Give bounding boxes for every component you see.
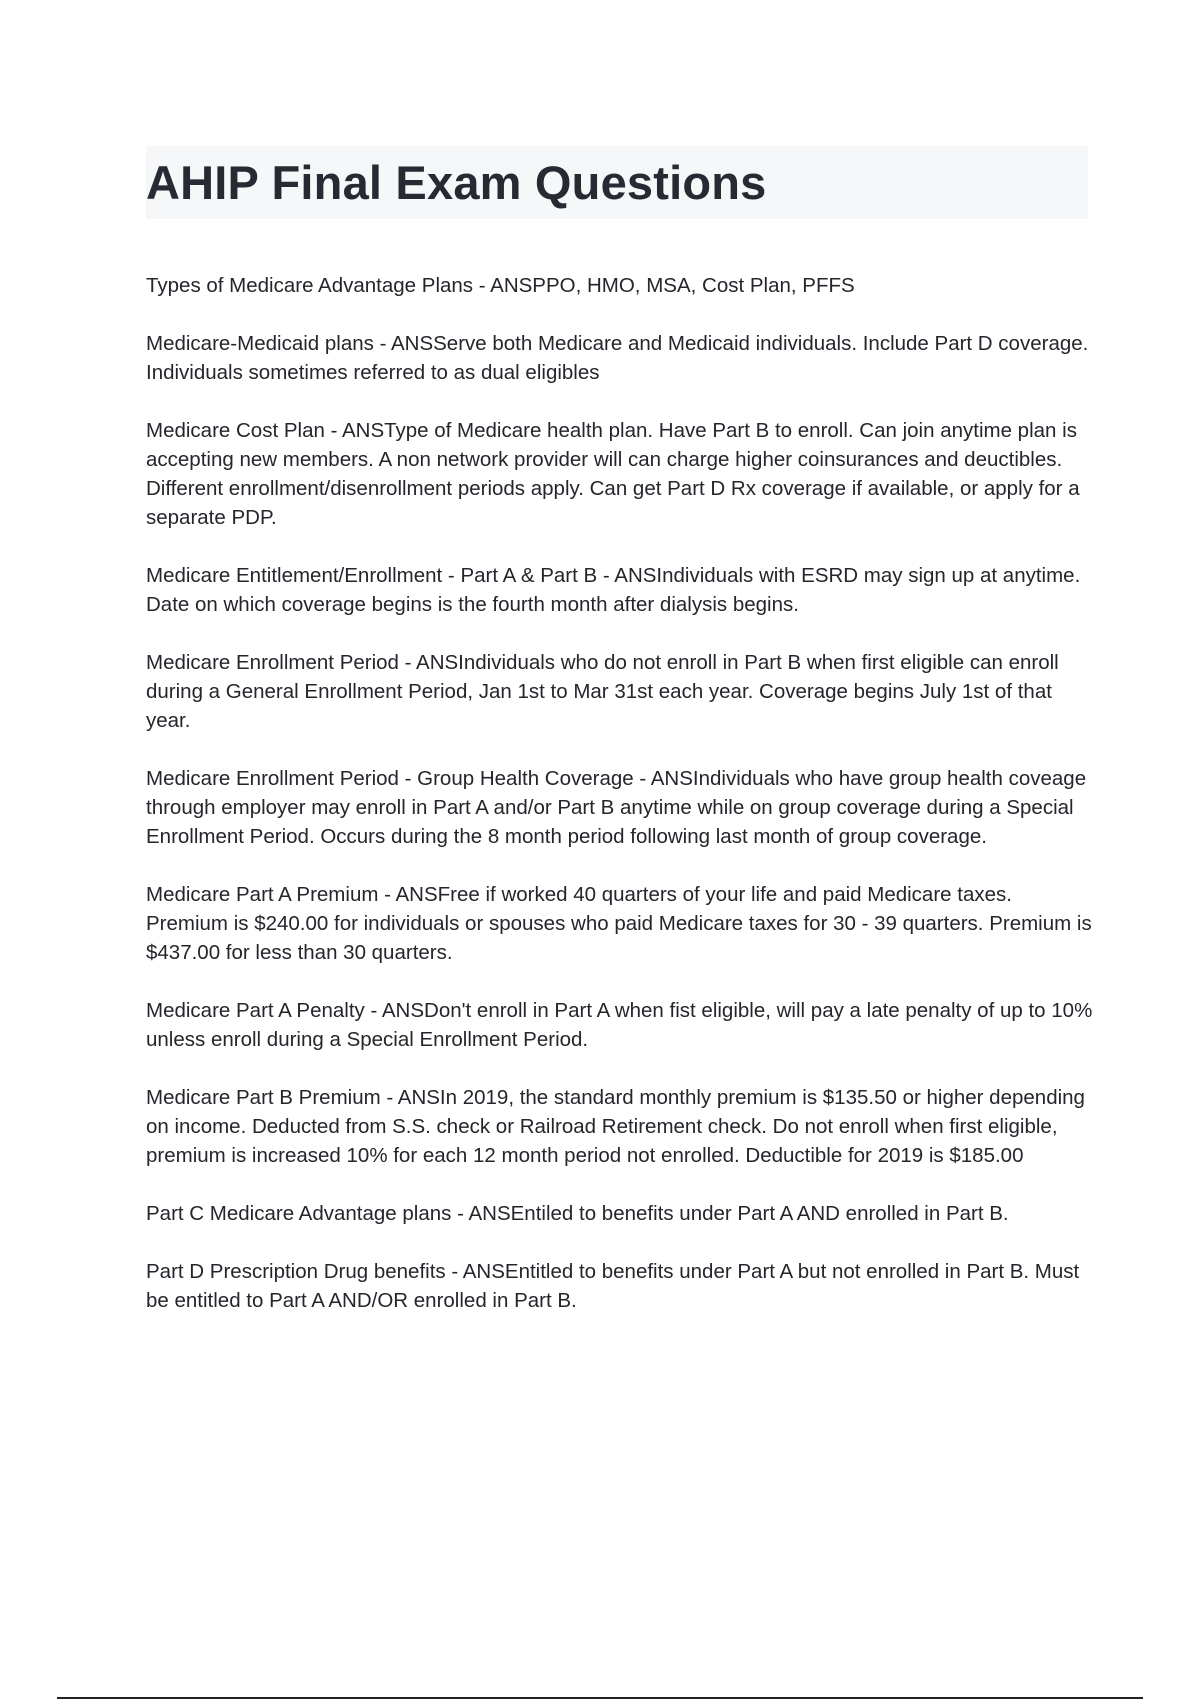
qa-item-entitlement-enrollment: Medicare Entitlement/Enrollment - Part A & Part B - ANSIndividuals with ESRD may sign up at anytime. Date on which coverage begins is the fourth month after dialysis begins. bbox=[146, 564, 1081, 616]
qa-item-part-b-premium: Medicare Part B Premium - ANSIn 2019, the standard monthly premium is $135.50 or higher depending on income. Deducted from S.S. check or Railroad Retirement check. Do not enroll when first eligible, premium is increased 10% for each 12 month period not enrolled. Deductible for 2019 is $185.00 bbox=[146, 1086, 1085, 1167]
title-banner bbox=[146, 146, 1088, 219]
qa-item-medicare-medicaid-plans: Medicare-Medicaid plans - ANSServe both Medicare and Medicaid individuals. Include Part D coverage. Individuals sometimes referred to as dual eligibles bbox=[146, 332, 1089, 384]
qa-item-group-health-coverage: Medicare Enrollment Period - Group Health Coverage - ANSIndividuals who have group health coveage through employer may enroll in Part A and/or Part B anytime while on group coverage during a Special Enrollment Period. Occurs during the 8 month period following last month of group coverage. bbox=[146, 767, 1087, 848]
page-bottom-rule bbox=[57, 1697, 1143, 1699]
qa-item-part-d: Part D Prescription Drug benefits - ANSEntitled to benefits under Part A but not enrolled in Part B. Must be entitled to Part A AND/OR enrolled in Part B. bbox=[146, 1260, 1080, 1312]
qa-item-cost-plan: Medicare Cost Plan - ANSType of Medicare health plan. Have Part B to enroll. Can join anytime plan is accepting new members. A non network provider will can charge higher coinsurances and deuctibles. Different enrollment/disenrollment periods apply. Can get Part D Rx coverage if available, or apply for a separate PDP. bbox=[146, 419, 1080, 529]
qa-item-part-a-premium: Medicare Part A Premium - ANSFree if worked 40 quarters of your life and paid Medicare taxes. Premium is $240.00 for individuals or spouses who paid Medicare taxes for 30 - 39 quarters. Premium is $437.00 for less than 30 quarters. bbox=[146, 883, 1092, 964]
qa-item-advantage-plan-types: Types of Medicare Advantage Plans - ANSPPO, HMO, MSA, Cost Plan, PFFS bbox=[146, 274, 855, 297]
qa-item-part-a-penalty: Medicare Part A Penalty - ANSDon't enroll in Part A when fist eligible, will pay a late penalty of up to 10% unless enroll during a Special Enrollment Period. bbox=[146, 999, 1093, 1051]
page-title: AHIP Final Exam Questions bbox=[146, 156, 767, 209]
qa-list bbox=[146, 271, 1096, 1344]
qa-item-part-c: Part C Medicare Advantage plans - ANSEntiled to benefits under Part A AND enrolled in Part B. bbox=[146, 1202, 1009, 1225]
qa-item-enrollment-period: Medicare Enrollment Period - ANSIndividuals who do not enroll in Part B when first eligible can enroll during a General Enrollment Period, Jan 1st to Mar 31st each year. Coverage begins July 1st of that year. bbox=[146, 651, 1059, 732]
